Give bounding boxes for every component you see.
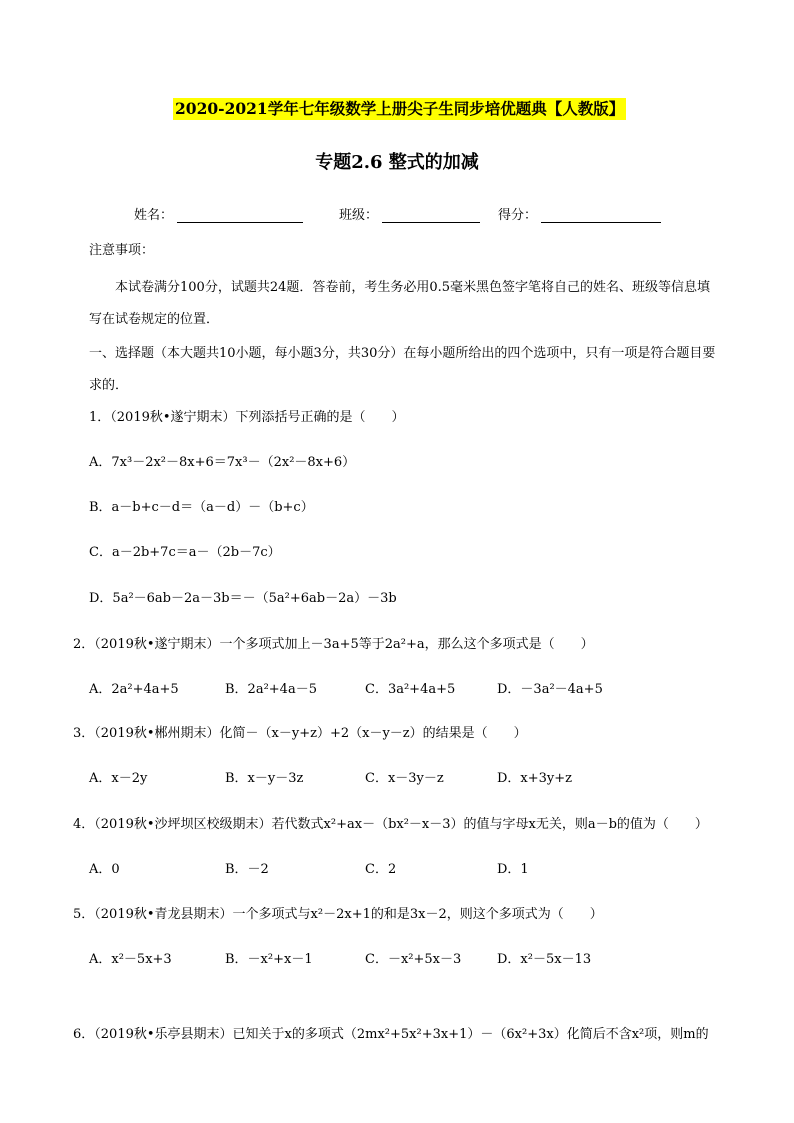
class-blank[interactable]: [382, 208, 480, 223]
q5-option-d: D．x²－5x－13: [497, 952, 592, 967]
question-number: 2．: [73, 637, 95, 652]
notice-heading: 注意事项：: [89, 243, 155, 258]
name-label: 姓名：: [134, 208, 174, 223]
q2-option-b: B．2a²+4a－5: [225, 682, 317, 697]
score-field: [498, 204, 661, 223]
q2-option-d: D．－3a²－4a+5: [497, 682, 603, 697]
question-number: 3．: [73, 726, 95, 741]
q3-option-d: D．x+3y+z: [497, 771, 573, 786]
q2-option-a: A．2a²+4a+5: [89, 682, 179, 697]
q4-option-a: A．0: [89, 862, 120, 877]
q4-option-c: C．2: [365, 862, 397, 877]
page-title: 专题2.6 整式的加减: [315, 152, 479, 173]
section-instructions: 一、选择题（本大题共10小题，每小题3分，共30分）在每小题所给出的四个选项中，只有一项是符合题目要求的．: [89, 346, 716, 393]
question-stem: 下列添括号正确的是（ ）: [235, 410, 405, 425]
question-stem: 化简－（x－y+z）+2（x－y－z）的结果是（ ）: [219, 726, 527, 741]
question-stem: 一个多项式与x²－2x+1的和是3x－2，则这个多项式为（ ）: [232, 907, 603, 922]
question-source: （2019秋•郴州期末）: [94, 726, 220, 741]
class-label: 班级：: [339, 208, 379, 223]
question-source: （2019秋•遂宁期末）: [110, 410, 236, 425]
q1-option-c: C．a－2b+7c＝a－（2b－7c）: [89, 545, 281, 560]
question-6: [73, 1023, 709, 1042]
q5-option-c: C．－x²+5x－3: [365, 952, 462, 967]
class-field: [339, 204, 480, 223]
question-source: （2019秋•遂宁期末）: [94, 637, 220, 652]
question-number: 6．: [73, 1027, 95, 1042]
q1-option-b: B．a－b+c－d＝（a－d）－（b+c）: [89, 500, 314, 515]
question-stem: 若代数式x²+ax－（bx²－x－3）的值与字母x无关，则a－b的值为（ ）: [271, 817, 708, 832]
question-stem: 已知关于x的多项式（2mx²+5x²+3x+1）－（6x²+3x）化简后不含x²项，则m的: [232, 1027, 709, 1042]
name-blank[interactable]: [177, 208, 303, 223]
score-blank[interactable]: [541, 208, 661, 223]
q1-option-a: A．7x³－2x²－8x+6＝7x³－（2x²－8x+6）: [89, 455, 356, 470]
question-number: 4．: [73, 817, 95, 832]
q3-option-c: C．x－3y－z: [365, 771, 444, 786]
q3-option-a: A．x－2y: [89, 771, 148, 786]
question-source: （2019秋•青龙县期末）: [94, 907, 233, 922]
q5-option-b: B．－x²+x－1: [225, 952, 313, 967]
name-field: [134, 204, 303, 223]
q4-option-b: B．－2: [225, 862, 269, 877]
question-stem: 一个多项式加上－3a+5等于2a²+a，那么这个多项式是（ ）: [219, 637, 594, 652]
question-3: [73, 722, 527, 741]
question-4: [73, 813, 708, 832]
question-2: [73, 633, 594, 652]
question-1: [89, 406, 405, 425]
question-source: （2019秋•乐亭县期末）: [94, 1027, 233, 1042]
question-number: 5．: [73, 907, 95, 922]
question-5: [73, 903, 603, 922]
header-banner: 2020-2021学年七年级数学上册尖子生同步培优题典【人教版】: [175, 99, 625, 118]
score-label: 得分：: [498, 208, 538, 223]
question-source: （2019秋•沙坪坝区校级期末）: [94, 817, 272, 832]
q4-option-d: D．1: [497, 862, 529, 877]
q1-option-d: D．5a²－6ab－2a－3b＝－（5a²+6ab－2a）－3b: [89, 591, 397, 606]
notice-body: 本试卷满分100分，试题共24题．答卷前，考生务必用0.5毫米黑色签字笔将自己的姓名、班级等信息填写在试卷规定的位置．: [89, 280, 711, 327]
q2-option-c: C．3a²+4a+5: [365, 682, 456, 697]
q5-option-a: A．x²－5x+3: [89, 952, 172, 967]
question-number: 1．: [89, 410, 111, 425]
q3-option-b: B．x－y－3z: [225, 771, 304, 786]
